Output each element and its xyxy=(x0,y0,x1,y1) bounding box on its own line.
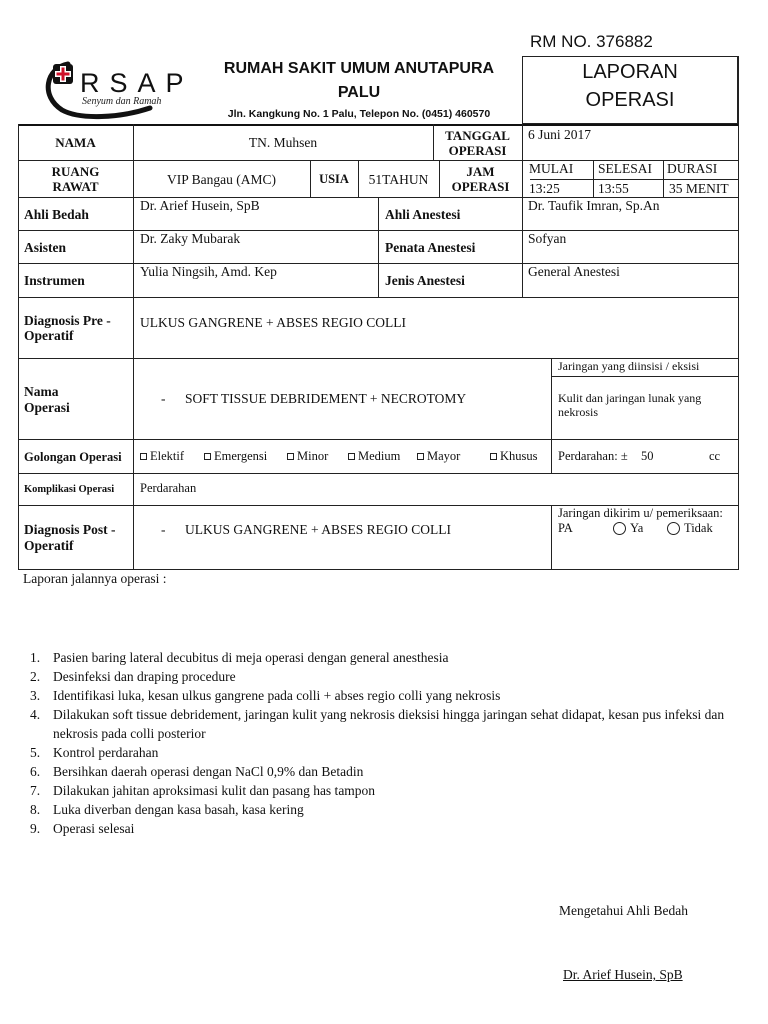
report-title-box xyxy=(522,56,738,124)
perdarahan-label: Perdarahan: ± xyxy=(558,449,628,463)
step-text: Kontrol perdarahan xyxy=(53,745,159,760)
checkbox-emergensi[interactable] xyxy=(204,453,211,460)
jaringan-eksisi-value: Kulit dan jaringan lunak yang nekrosis xyxy=(558,391,702,419)
golongan-option-khusus[interactable] xyxy=(490,449,538,464)
mulai-value: 13:25 xyxy=(529,181,560,196)
rm-number: RM NO. 376882 xyxy=(530,32,653,51)
pa-option-ya[interactable] xyxy=(613,521,643,536)
step-number: 3. xyxy=(30,688,41,703)
durasi-label: DURASI xyxy=(667,161,718,176)
perdarahan-value: 50 xyxy=(641,449,654,463)
ruang-rawat-label xyxy=(18,161,133,197)
step-number: 8. xyxy=(30,802,41,817)
pa-option-ya-label: Ya xyxy=(630,521,644,535)
list-item xyxy=(23,686,733,705)
nama-label: NAMA xyxy=(55,135,96,150)
nama-operasi-value: SOFT TISSUE DEBRIDEMENT + NECROTOMY xyxy=(185,391,467,406)
list-item xyxy=(23,648,733,667)
step-text: Operasi selesai xyxy=(53,821,135,836)
diagnosis-pre-label-line2: Operatif xyxy=(24,328,74,343)
diagnosis-post-label-line2: Operatif xyxy=(24,538,74,553)
tanggal-value: 6 Juni 2017 xyxy=(528,127,592,142)
komplikasi-label: Komplikasi Operasi xyxy=(24,484,115,495)
diagnosis-post-dash: - xyxy=(161,522,166,537)
nama-operasi-label xyxy=(24,384,70,416)
golongan-option-elektif[interactable] xyxy=(140,449,184,464)
signature-mengetahui: Mengetahui Ahli Bedah xyxy=(559,903,688,918)
radio-tidak[interactable] xyxy=(667,522,680,535)
golongan-option-mayor-label: Mayor xyxy=(427,449,461,463)
ahli-anestesi-label: Ahli Anestesi xyxy=(385,207,461,222)
step-number: 5. xyxy=(30,745,41,760)
jam-label-line1: JAM xyxy=(466,164,495,179)
diagnosis-pre-value: ULKUS GANGRENE + ABSES REGIO COLLI xyxy=(140,315,406,330)
nama-operasi-dash: - xyxy=(161,391,166,406)
jenis-anestesi-label: Jenis Anestesi xyxy=(385,273,465,288)
tanggal-label-line2: OPERASI xyxy=(448,142,507,158)
ruang-label-line2: RAWAT xyxy=(52,179,99,194)
step-text: Dilakukan jahitan aproksimasi kulit dan pasang has tampon xyxy=(53,783,376,798)
diagnosis-post-value: ULKUS GANGRENE + ABSES REGIO COLLI xyxy=(185,522,451,537)
logo-tagline: Senyum dan Ramah xyxy=(82,96,162,107)
step-number: 4. xyxy=(30,707,41,722)
tanggal-operasi-label xyxy=(433,125,522,160)
golongan-option-elektif-label: Elektif xyxy=(150,449,185,463)
golongan-option-medium[interactable] xyxy=(348,449,400,464)
list-item xyxy=(23,762,733,781)
ahli-bedah-label: Ahli Bedah xyxy=(24,207,89,222)
step-number: 6. xyxy=(30,764,41,779)
golongan-option-khusus-label: Khusus xyxy=(500,449,538,463)
usia-label: USIA xyxy=(319,171,349,186)
golongan-option-emergensi-label: Emergensi xyxy=(214,449,268,463)
instrumen-label: Instrumen xyxy=(24,273,85,288)
ruang-rawat-value: VIP Bangau (AMC) xyxy=(167,171,276,187)
golongan-option-medium-label: Medium xyxy=(358,449,401,463)
tanggal-label-line1: TANGGAL xyxy=(445,127,510,143)
hospital-address: Jln. Kangkung No. 1 Palu, Telepon No. (0451) 460570 xyxy=(227,108,491,120)
hospital-name-line2: PALU xyxy=(337,84,381,101)
durasi-value: 35 MENIT xyxy=(669,181,729,196)
step-number: 9. xyxy=(30,821,41,836)
checkbox-medium[interactable] xyxy=(348,453,355,460)
logo-letters: RSAP xyxy=(80,68,194,98)
radio-ya[interactable] xyxy=(613,522,626,535)
report-title-line2: OPERASI xyxy=(585,89,675,111)
laporan-label: Laporan jalannya operasi : xyxy=(23,571,167,586)
ruang-label-line1: RUANG xyxy=(51,164,100,179)
nama-value: TN. Muhsen xyxy=(248,135,318,150)
asisten-value: Dr. Zaky Mubarak xyxy=(140,231,241,246)
perdarahan-unit: cc xyxy=(709,449,721,463)
checkbox-khusus[interactable] xyxy=(490,453,497,460)
step-text: Bersihkan daerah operasi dengan NaCl 0,9% dan Betadin xyxy=(53,764,364,779)
selesai-label: SELESAI xyxy=(598,161,652,176)
step-number: 7. xyxy=(30,783,41,798)
golongan-operasi-label: Golongan Operasi xyxy=(24,450,122,464)
step-text: Identifikasi luka, kesan ulkus gangrene pada colli + abses regio colli yang nekrosis xyxy=(53,688,501,703)
diagnosis-post-label-line1: Diagnosis Post - xyxy=(24,522,116,537)
list-item xyxy=(23,819,733,838)
selesai-value: 13:55 xyxy=(598,181,629,196)
list-item xyxy=(23,800,733,819)
golongan-option-mayor[interactable] xyxy=(417,449,460,464)
diagnosis-pre-label xyxy=(24,313,111,343)
diagnosis-post-label xyxy=(24,522,116,554)
step-number: 1. xyxy=(30,650,41,665)
jam-operasi-label xyxy=(439,161,522,197)
list-item xyxy=(23,743,733,762)
operation-steps-list xyxy=(23,648,733,838)
jenis-anestesi-value: General Anestesi xyxy=(528,264,620,279)
step-text: Dilakukan soft tissue debridement, jaringan kulit yang nekrosis dieksisi hingga jaringan sehat didapat, kesan pus infeksi dan nekrosis pada colli posterior xyxy=(53,707,725,741)
hospital-name-line1: RUMAH SAKIT UMUM ANUTAPURA xyxy=(223,60,495,77)
komplikasi-value: Perdarahan xyxy=(140,481,197,495)
nama-operasi-label-line2: Operasi xyxy=(24,400,70,415)
asisten-label: Asisten xyxy=(24,240,67,255)
jaringan-eksisi-label: Jaringan yang diinsisi / eksisi xyxy=(558,359,700,373)
step-number: 2. xyxy=(30,669,41,684)
step-text: Desinfeksi dan draping procedure xyxy=(53,669,236,684)
step-text: Luka diverban dengan kasa basah, kasa kering xyxy=(53,802,304,817)
golongan-option-minor[interactable] xyxy=(287,449,328,464)
checkbox-minor[interactable] xyxy=(287,453,294,460)
golongan-option-emergensi[interactable] xyxy=(204,449,267,464)
jam-label-line2: OPERASI xyxy=(451,179,510,194)
list-item xyxy=(23,667,733,686)
hospital-logo xyxy=(40,58,194,120)
mulai-label: MULAI xyxy=(529,161,574,176)
step-text: Pasien baring lateral decubitus di meja operasi dengan general anesthesia xyxy=(53,650,449,665)
usia-value: 51TAHUN xyxy=(368,171,429,187)
pa-option-tidak-label: Tidak xyxy=(684,521,713,535)
pa-label: PA xyxy=(558,521,573,535)
checkbox-mayor[interactable] xyxy=(417,453,424,460)
ahli-bedah-value: Dr. Arief Husein, SpB xyxy=(140,198,260,213)
diagnosis-pre-label-line1: Diagnosis Pre - xyxy=(24,313,111,328)
list-item xyxy=(23,705,733,743)
jaringan-dikirim-label: Jaringan dikirim u/ pemeriksaan: xyxy=(558,506,723,520)
list-item xyxy=(23,781,733,800)
penata-anestesi-value: Sofyan xyxy=(528,231,567,246)
checkbox-elektif[interactable] xyxy=(140,453,147,460)
signature-name: Dr. Arief Husein, SpB xyxy=(563,967,683,982)
instrumen-value: Yulia Ningsih, Amd. Kep xyxy=(140,264,277,279)
report-title-line1: LAPORAN xyxy=(582,61,678,83)
penata-anestesi-label: Penata Anestesi xyxy=(385,240,476,255)
ahli-anestesi-value: Dr. Taufik Imran, Sp.An xyxy=(528,198,660,213)
pa-option-tidak[interactable] xyxy=(667,521,713,536)
nama-operasi-label-line1: Nama xyxy=(24,384,59,399)
golongan-option-minor-label: Minor xyxy=(297,449,329,463)
